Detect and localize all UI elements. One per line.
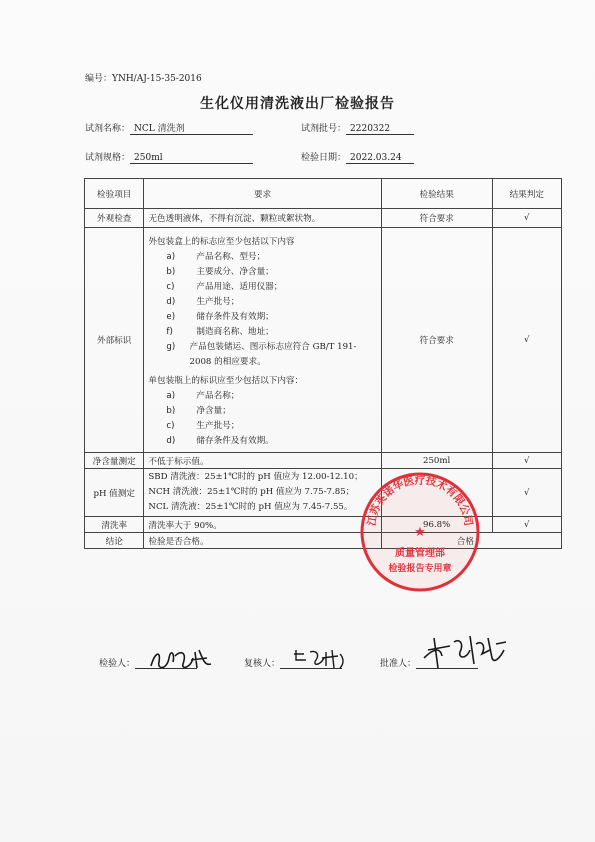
header-requirement: 要求	[144, 179, 381, 209]
inner-package-heading: 单包装瓶上的标识应至少包括以下内容：	[148, 376, 304, 386]
list-item	[148, 340, 376, 370]
ph-req-ncl: NCL 清洗液：25±1℃时的 pH 值应为 7.45-7.55。	[148, 502, 353, 512]
company-seal	[358, 470, 482, 594]
list-item-key: c)	[166, 282, 175, 292]
seal-star-icon: ★	[414, 525, 426, 540]
row-label-item: 外部标识	[85, 228, 144, 453]
spec-value: 250ml	[130, 153, 253, 164]
spec-field	[85, 150, 253, 164]
list-item	[148, 310, 376, 325]
row-label-result: 符合要求	[381, 228, 492, 453]
list-item	[148, 280, 376, 295]
seal-mid-text: 质量管理部	[395, 548, 445, 559]
reviewer-label: 复核人：	[244, 659, 281, 669]
row-net-verdict: √	[492, 453, 561, 469]
row-clean-item: 清洗率	[85, 517, 144, 533]
list-item-key: f)	[166, 327, 173, 337]
outer-package-heading: 外包装盒上的标志应至少包括以下内容	[148, 237, 295, 247]
header-result: 检验结果	[381, 179, 492, 209]
list-item-key: e)	[166, 312, 176, 322]
row-ph-req	[144, 469, 381, 517]
list-item-text: 储存条件及有效期；	[196, 312, 274, 322]
row-net-item: 净含量测定	[85, 453, 144, 469]
table-header-row	[85, 179, 562, 209]
seal-top-text: 江苏英诺华医疗技术有限公司	[365, 474, 475, 527]
batch-field	[301, 121, 414, 135]
table-row	[85, 517, 562, 533]
reviewer-handwritten-signature	[290, 644, 350, 672]
list-item-text: 生产批号；	[196, 421, 240, 431]
date-value: 2022.03.24	[346, 153, 414, 164]
row-conclusion-item: 结论	[85, 533, 144, 549]
row-net-req: 不低于标示值。	[144, 453, 381, 469]
list-item-key: a)	[166, 252, 176, 262]
list-item-key: b)	[166, 406, 176, 416]
header-verdict: 结果判定	[492, 179, 561, 209]
approver-label: 批准人：	[380, 659, 417, 669]
reagent-name-value: NCL 清洗剂	[130, 121, 253, 135]
list-item-text: 产品包装储运、图示标志应符合 GB/T 191-2008 的相应要求。	[189, 342, 357, 367]
table-row	[85, 453, 562, 469]
ph-req-sbd: SBD 清洗液：25±1℃时的 pH 值应为 12.00-12.10；	[148, 472, 363, 482]
list-item	[148, 250, 376, 265]
list-item	[148, 434, 376, 449]
reagent-name-label: 试剂名称：	[85, 124, 131, 134]
table-row	[85, 469, 562, 517]
list-item	[148, 389, 376, 404]
list-item-text: 主要成分、净含量；	[196, 267, 274, 277]
list-item	[148, 265, 376, 280]
row-appearance-req: 无色透明液体，不得有沉淀、颗粒或絮状物。	[144, 209, 381, 228]
date-label: 检验日期：	[301, 153, 347, 163]
inspector-handwritten-signature	[145, 640, 215, 674]
list-item	[148, 419, 376, 434]
list-item-text: 制造商名称、地址；	[196, 327, 274, 337]
list-item	[148, 404, 376, 419]
list-item	[148, 295, 376, 310]
list-item-text: 净含量；	[196, 406, 231, 416]
list-item	[148, 325, 376, 340]
table-row	[85, 533, 562, 549]
row-ph-verdict: √	[492, 469, 561, 517]
list-item-text: 产品名称；	[196, 391, 240, 401]
row-appearance-result: 符合要求	[381, 209, 492, 228]
table-row	[85, 228, 562, 453]
row-ph-item: pH 值测定	[85, 469, 144, 517]
batch-value: 2220322	[346, 124, 414, 135]
inspector-label: 检验人：	[99, 659, 136, 669]
row-appearance-item: 外观检查	[85, 209, 144, 228]
outer-package-list	[148, 250, 376, 370]
row-label-req	[144, 228, 381, 453]
inner-package-list	[148, 389, 376, 449]
list-item-key: b)	[166, 267, 176, 277]
seal-bottom-text: 检验报告专用章	[388, 564, 452, 574]
approver-handwritten-signature	[420, 628, 510, 672]
report-title: 生化仪用清洗液出厂检验报告	[200, 96, 395, 112]
list-item-key: g)	[166, 342, 176, 352]
row-conclusion-req: 检验是否合格。	[144, 533, 381, 549]
ph-req-nch: NCH 清洗液：25±1℃时的 pH 值应为 7.75-7.85；	[148, 487, 355, 497]
list-item-key: c)	[166, 421, 175, 431]
row-clean-req: 清洗率大于 90%。	[144, 517, 381, 533]
row-clean-verdict: √	[492, 517, 561, 533]
table-row	[85, 209, 562, 228]
list-item-text: 储存条件及有效期。	[196, 436, 274, 446]
list-item-key: d)	[166, 436, 176, 446]
row-appearance-verdict: √	[492, 209, 561, 228]
batch-label: 试剂批号：	[301, 124, 347, 134]
list-item-key: d)	[166, 297, 176, 307]
header-item: 检验项目	[85, 179, 144, 209]
spec-label: 试剂规格：	[85, 153, 131, 163]
row-net-result: 250ml	[381, 453, 492, 469]
list-item-text: 产品名称、型号；	[196, 252, 266, 262]
list-item-text: 生产批号；	[196, 297, 240, 307]
date-field	[301, 150, 414, 164]
list-item-key: a)	[166, 391, 176, 401]
list-item-text: 产品用途、适用仪器；	[196, 282, 283, 292]
row-label-verdict: √	[492, 228, 561, 453]
reagent-name-field	[85, 121, 253, 135]
document-number: 编号：YNH/AJ-15-35-2016	[85, 74, 202, 84]
inspection-table	[84, 178, 562, 549]
